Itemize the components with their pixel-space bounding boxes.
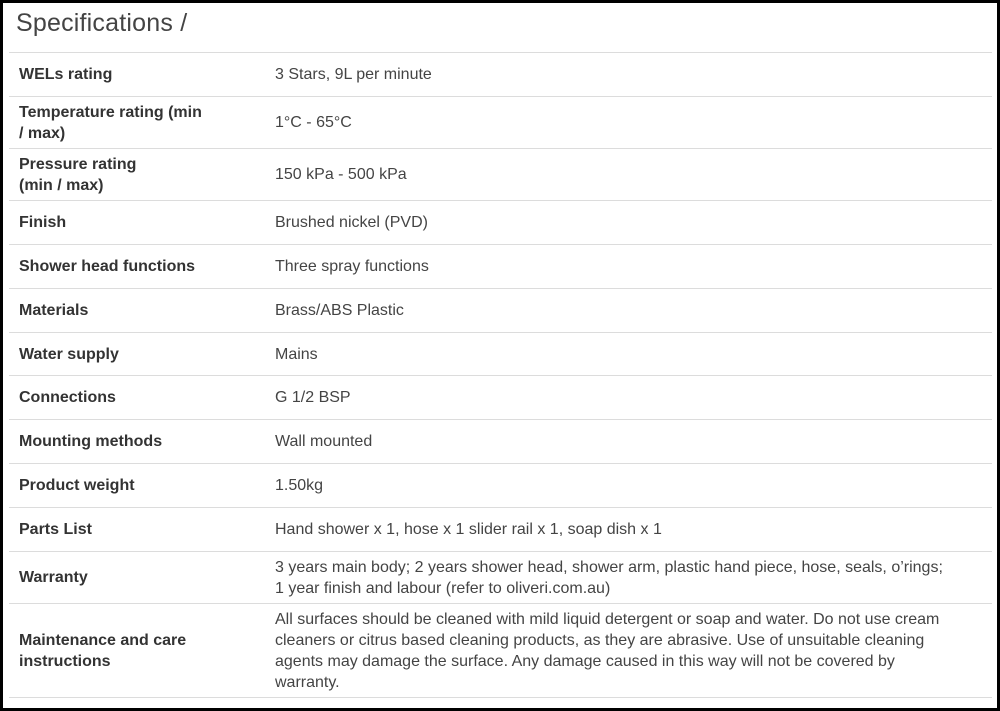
spec-row-materials — [9, 289, 992, 333]
spec-value: Mains — [275, 345, 318, 363]
spec-row-wels-rating — [9, 53, 992, 97]
spec-value: 150 kPa - 500 kPa — [275, 166, 407, 183]
spec-value: Brushed nickel (PVD) — [275, 214, 428, 231]
spec-row-parts-list — [9, 508, 992, 552]
spec-row-pressure-rating — [9, 149, 992, 201]
spec-value: G 1/2 BSP — [275, 389, 351, 406]
spec-row-finish — [9, 201, 992, 245]
spec-label: Parts List — [19, 521, 92, 538]
spec-row-warranty — [9, 552, 992, 604]
spec-row-water-supply — [9, 333, 992, 376]
specifications-table — [9, 52, 992, 698]
spec-value: All surfaces should be cleaned with mild liquid detergent or soap and water. Do not use cream cleaners or citrus based cleaning products, as they are abrasive. Use of unsuitable cleaning agents may damage the surface. Any damage caused in this way will not be covered by warranty. — [275, 610, 940, 691]
spec-value: 1°C - 65°C — [275, 114, 352, 131]
spec-label: Pressure rating (min / max) — [19, 155, 137, 194]
spec-value: 1.50kg — [275, 477, 324, 494]
spec-label: Mounting methods — [19, 433, 163, 450]
spec-row-maintenance-care — [9, 604, 992, 698]
spec-row-mounting-methods — [9, 420, 992, 464]
spec-label: Connections — [19, 389, 116, 406]
spec-label: Temperature rating (min / max) — [19, 103, 202, 142]
spec-value: Three spray functions — [275, 258, 429, 275]
spec-value: Brass/ABS Plastic — [275, 302, 404, 319]
specifications-heading: Specifications / — [16, 9, 188, 37]
spec-row-temperature-rating — [9, 97, 992, 149]
spec-value: 3 Stars, 9L per minute — [275, 66, 432, 83]
spec-label: WELs rating — [19, 66, 113, 83]
spec-label: Materials — [19, 302, 89, 319]
spec-label: Water supply — [19, 345, 119, 363]
spec-row-shower-head-functions — [9, 245, 992, 289]
spec-label: Maintenance and care instructions — [19, 631, 187, 670]
spec-row-product-weight — [9, 464, 992, 508]
spec-label: Shower head functions — [19, 258, 196, 275]
spec-value: Wall mounted — [275, 433, 373, 450]
spec-label: Finish — [19, 214, 67, 231]
spec-value: 3 years main body; 2 years shower head, shower arm, plastic hand piece, hose, seals, o’rings; 1 year finish and labour (refer to oliveri.com.au) — [275, 558, 943, 597]
spec-label: Product weight — [19, 477, 135, 494]
spec-value: Hand shower x 1, hose x 1 slider rail x 1, soap dish x 1 — [275, 521, 662, 538]
spec-label: Warranty — [19, 569, 88, 586]
spec-row-connections — [9, 376, 992, 420]
